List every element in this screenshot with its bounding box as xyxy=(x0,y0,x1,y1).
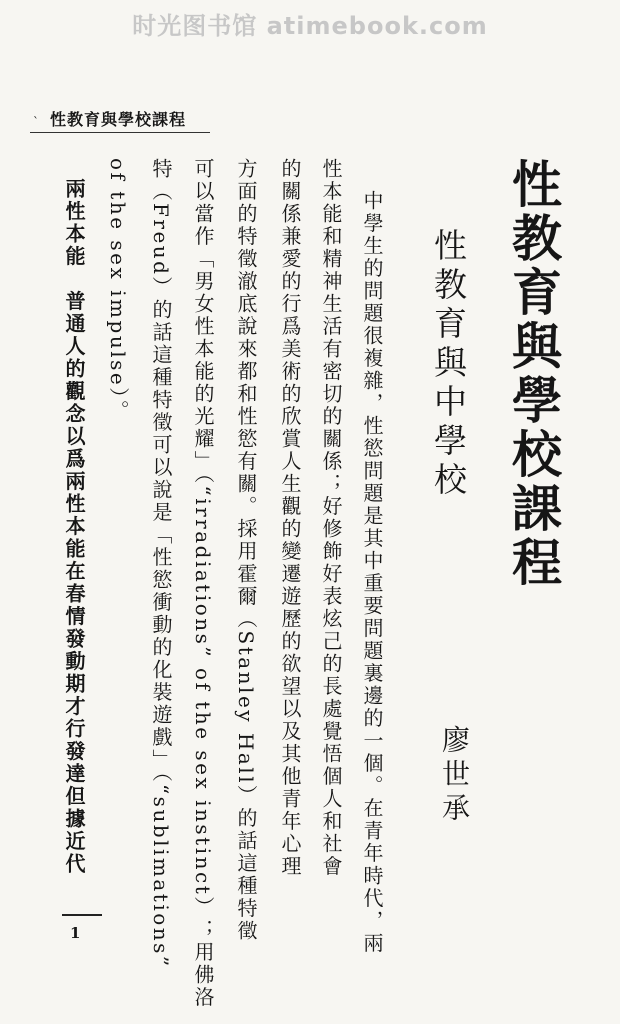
author-name: 廖世承 xyxy=(438,725,471,827)
section-title: 性教育與中學校 xyxy=(429,228,468,501)
body-column-3: 的關係兼愛的行爲美術的欣賞人生觀的變遷遊歷的欲望以及其他青年心理 xyxy=(278,158,302,878)
body-column-4: 方面的特徵澈底說來都和性慾有關。採用霍爾（Stanley Hall）的話這種特徵 xyxy=(234,158,258,943)
body-column-6: 特（Freud）的話這種特徵可以說是「性慾衝動的化裝遊戲」（“sublimations” xyxy=(149,158,173,969)
body-column-5: 可以當作「男女性本能的光耀」（“irradiations” of the sex instinct）；用佛洛 xyxy=(191,158,215,1009)
running-head: 性教育與學校課程 xyxy=(50,110,187,129)
watermark: 时光图书馆 atimebook.com xyxy=(132,12,488,40)
chapter-title: 性教育與學校課程 xyxy=(504,158,563,590)
body-column-2: 性本能和精神生活有密切的關係；好修飾好表炫己的長處覺悟個人和社會 xyxy=(319,158,343,878)
body-column-8: 兩性本能 普通人的觀念以爲兩性本能在春情發動期才行發達但據近代 xyxy=(62,178,86,876)
running-head-mark: ` xyxy=(33,115,39,129)
running-head-rule xyxy=(30,132,210,133)
body-column-7: of the sex impulse）。 xyxy=(106,158,130,423)
page-rule xyxy=(62,914,102,916)
page-number: 1 xyxy=(70,924,81,942)
body-column-1: 中學生的問題很複雜，性慾問題是其中重要問題裏邊的一個。在青年時代，兩 xyxy=(360,190,384,955)
